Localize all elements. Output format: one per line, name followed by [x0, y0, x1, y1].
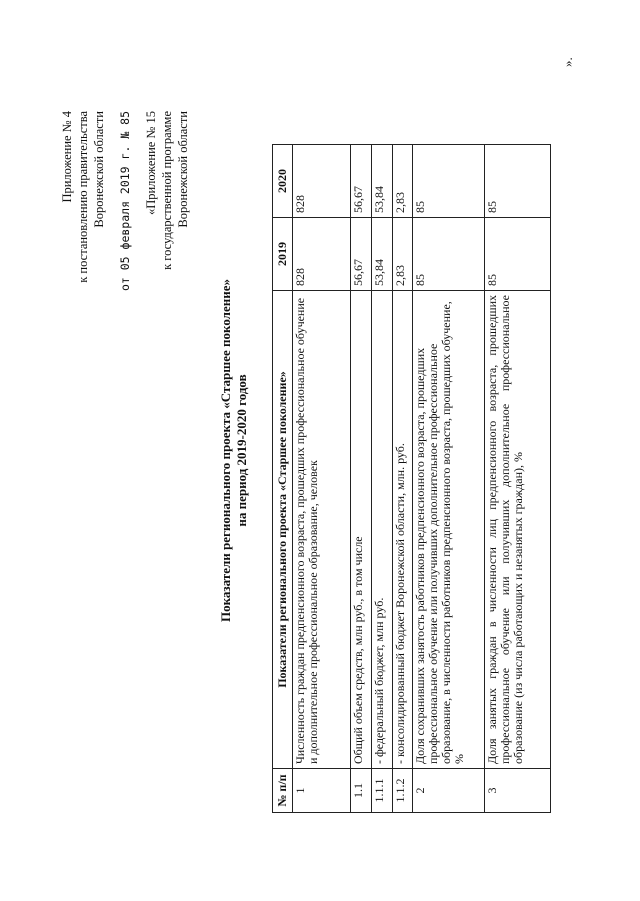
indicator-text: Общий объем средств, млн руб., в том числе	[351, 291, 372, 769]
row-number: 3	[485, 769, 551, 813]
table-row	[293, 145, 351, 813]
table-row	[372, 145, 393, 813]
value-2019: 828	[293, 218, 351, 291]
row-number: 1.1.2	[393, 769, 413, 813]
indicators-table	[272, 144, 551, 813]
row-number: 1.1	[351, 769, 372, 813]
region-label-1: Воронежской области	[92, 111, 106, 228]
value-2020: 85	[413, 145, 485, 218]
value-2020: 85	[485, 145, 551, 218]
column-header-indicator: Показатели регионального проекта «Старшее поколение»	[273, 291, 293, 769]
region-label-2: Воронежской области	[176, 111, 190, 228]
appendix-15-label: «Приложение № 15	[144, 111, 158, 216]
table-header-row	[273, 145, 293, 813]
indicator-text: Численность граждан предпенсионного возраста, прошедших профессиональное обучение и дополнительное профессиональное образование, человек	[293, 291, 351, 769]
indicator-text: - консолидированный бюджет Воронежской области, млн. руб.	[393, 291, 413, 769]
value-2019: 2,83	[393, 218, 413, 291]
decree-reference: к постановлению правительства	[76, 111, 90, 283]
document-title: Показатели регионального проекта «Старшее поколение»	[218, 279, 233, 622]
value-2019: 56,67	[351, 218, 372, 291]
closing-quote-mark: ».	[560, 57, 575, 67]
row-number: 1.1.1	[372, 769, 393, 813]
column-header-number: № п/п	[273, 769, 293, 813]
decree-date: от 05 февраля 2019 г. № 85	[118, 111, 132, 292]
table-row	[351, 145, 372, 813]
appendix-4-label: Приложение № 4	[60, 111, 74, 203]
indicator-text: Доля занятых граждан в численности лиц предпенсионного возраста, прошедших профессиональное обучение или получивших дополнительное профессиональное образование (из числа работающих и незанятых граждан), %	[485, 291, 551, 769]
column-header-2020: 2020	[273, 145, 293, 218]
value-2019: 85	[485, 218, 551, 291]
value-2019: 53,84	[372, 218, 393, 291]
column-header-2019: 2019	[273, 218, 293, 291]
value-2020: 2,83	[393, 145, 413, 218]
table-row	[413, 145, 485, 813]
table-row	[485, 145, 551, 813]
value-2020: 56,67	[351, 145, 372, 218]
indicator-text: - федеральный бюджет, млн руб.	[372, 291, 393, 769]
indicator-text: Доля сохранивших занятость работников предпенсионного возраста, прошедших профессиональное обучение или получивших дополнительное профессиональное образование, в численности работников предпенсионного возраста, прошедших обучение, %	[413, 291, 485, 769]
row-number: 1	[293, 769, 351, 813]
table-row	[393, 145, 413, 813]
value-2019: 85	[413, 218, 485, 291]
value-2020: 53,84	[372, 145, 393, 218]
state-program-reference: к государственной программе	[160, 111, 174, 270]
document-subtitle: на период 2019-2020 годов	[234, 374, 249, 527]
row-number: 2	[413, 769, 485, 813]
value-2020: 828	[293, 145, 351, 218]
